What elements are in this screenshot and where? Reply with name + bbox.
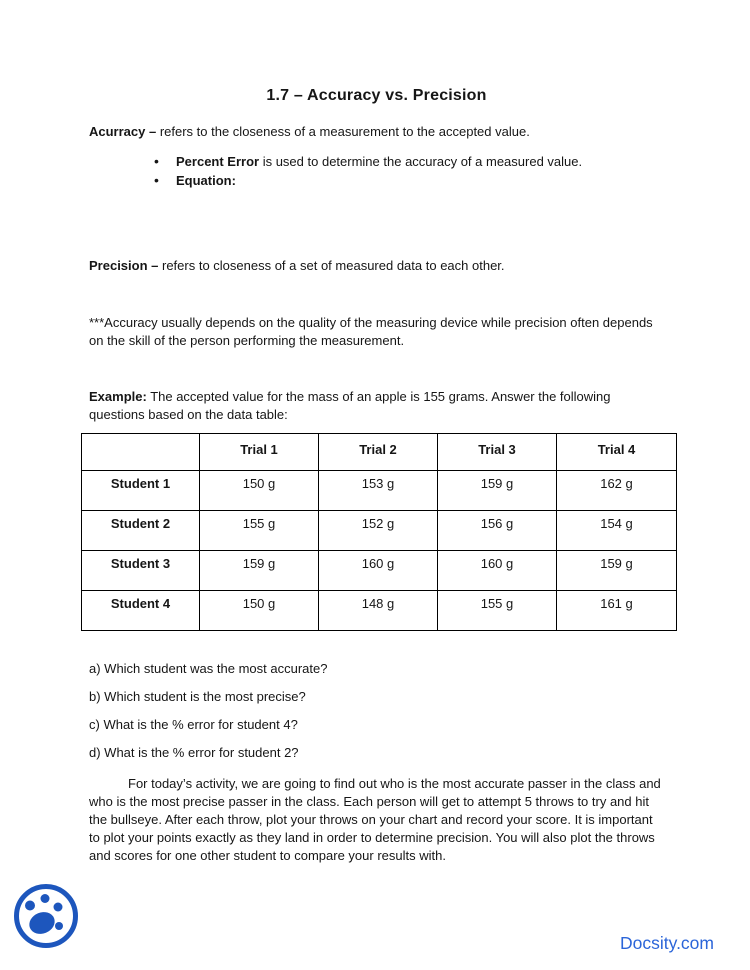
table-cell: 156 g <box>438 511 557 551</box>
example-intro <box>89 388 664 424</box>
row-label: Student 1 <box>82 471 200 511</box>
precision-definition-text: refers to closeness of a set of measured data to each other. <box>158 258 505 273</box>
page-title: 1.7 – Accuracy vs. Precision <box>266 87 487 104</box>
table-cell: 160 g <box>319 551 438 591</box>
accuracy-bullet-list <box>89 152 664 190</box>
accuracy-term: Acurracy – <box>89 124 157 139</box>
table-cell: 150 g <box>200 591 319 631</box>
table-header-empty <box>82 434 200 471</box>
docsity-brand-link[interactable]: Docsity.com <box>620 933 714 953</box>
docsity-logo-svg <box>13 883 79 949</box>
table-cell: 162 g <box>557 471 677 511</box>
example-label: Example: <box>89 389 147 404</box>
accuracy-definition <box>89 123 664 141</box>
example-text: The accepted value for the mass of an apple is 155 grams. Answer the following questions based on the data table: <box>89 389 611 422</box>
bullet-percent-error <box>152 152 664 171</box>
bullet-equation <box>152 171 664 190</box>
table-cell: 150 g <box>200 471 319 511</box>
table-row-student-2 <box>82 511 677 551</box>
table-cell: 159 g <box>200 551 319 591</box>
accuracy-definition-text: refers to the closeness of a measurement to the accepted value. <box>156 124 530 139</box>
bullet-percent-error-term: Percent Error <box>176 154 260 169</box>
question-d: d) What is the % error for student 2? <box>89 745 299 760</box>
table-cell: 161 g <box>557 591 677 631</box>
table-cell: 159 g <box>438 471 557 511</box>
question-list <box>89 660 664 762</box>
docsity-paw-logo-icon[interactable] <box>13 883 79 949</box>
table-cell: 155 g <box>438 591 557 631</box>
table-row-student-4 <box>82 591 677 631</box>
table-row-student-3 <box>82 551 677 591</box>
table-row-student-1 <box>82 471 677 511</box>
question-a: a) Which student was the most accurate? <box>89 661 328 676</box>
table-cell: 159 g <box>557 551 677 591</box>
table-header-trial-2: Trial 2 <box>319 434 438 471</box>
table-header-trial-3: Trial 3 <box>438 434 557 471</box>
trial-data-table <box>81 433 677 631</box>
precision-definition <box>89 257 664 275</box>
bullet-percent-error-text: is used to determine the accuracy of a measured value. <box>259 154 583 169</box>
table-cell: 152 g <box>319 511 438 551</box>
bullet-equation-term: Equation: <box>176 173 236 188</box>
table-header-trial-1: Trial 1 <box>200 434 319 471</box>
row-label: Student 2 <box>82 511 200 551</box>
accuracy-precision-note: ***Accuracy usually depends on the quality of the measuring device while precision often depends on the skill of the person performing the measurement. <box>89 315 653 348</box>
table-cell: 155 g <box>200 511 319 551</box>
activity-paragraph: For today’s activity, we are going to find out who is the most accurate passer in the class and who is the most precise passer in the class. Each person will get to attempt 5 throws to try and hit the bullseye. After each throw, plot your throws on your chart and record your score. It is important to plot your points exactly as they land in order to determine precision. You will also plot the throws and scores for one other student to compare your results with. <box>89 776 661 863</box>
question-c: c) What is the % error for student 4? <box>89 717 298 732</box>
row-label: Student 4 <box>82 591 200 631</box>
table-cell: 160 g <box>438 551 557 591</box>
table-cell: 153 g <box>319 471 438 511</box>
table-header-trial-4: Trial 4 <box>557 434 677 471</box>
precision-term: Precision – <box>89 258 159 273</box>
question-b: b) Which student is the most precise? <box>89 689 306 704</box>
table-cell: 148 g <box>319 591 438 631</box>
row-label: Student 3 <box>82 551 200 591</box>
table-cell: 154 g <box>557 511 677 551</box>
table-header-row <box>82 434 677 471</box>
